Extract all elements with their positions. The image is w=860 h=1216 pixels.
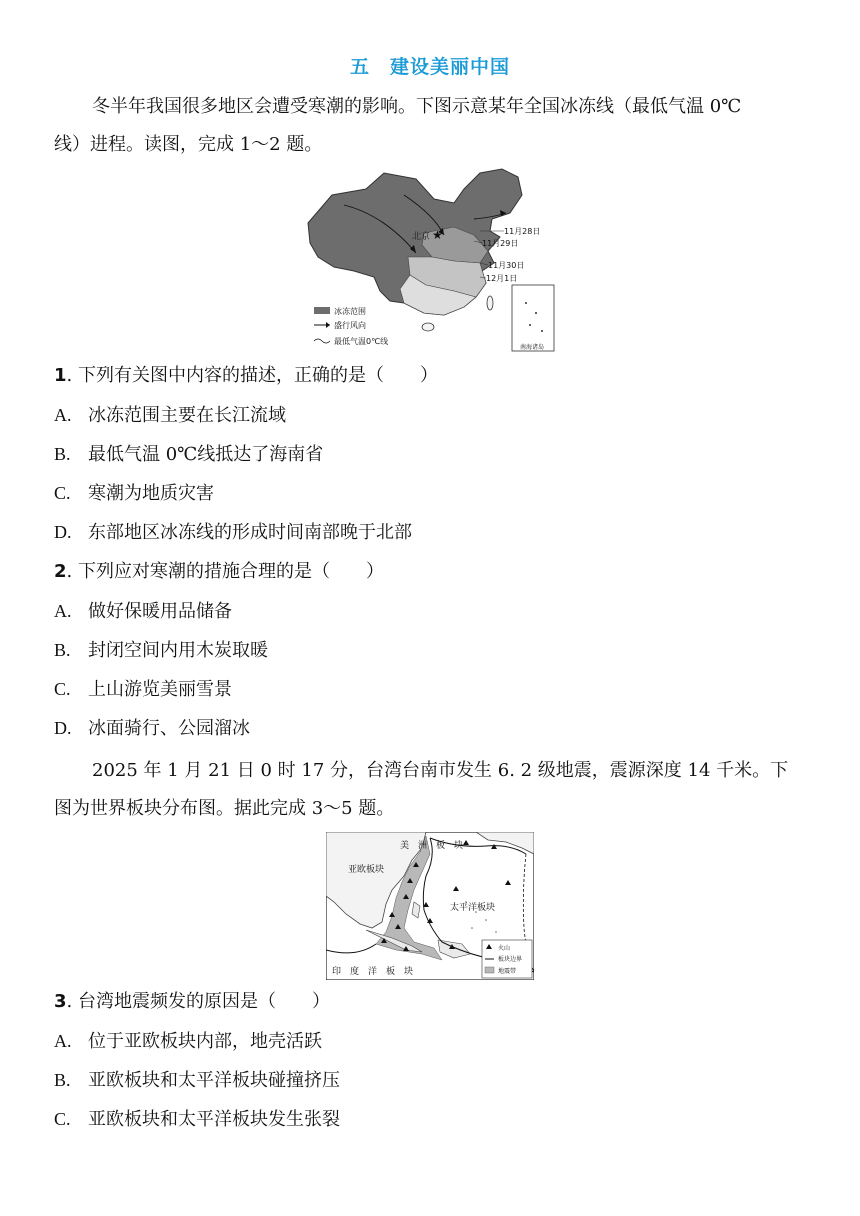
q1-option-a[interactable]: A. 冰冻范围主要在长江流域 <box>54 405 286 426</box>
question-3: 3. 台湾地震频发的原因是（ ） <box>54 991 330 1012</box>
intro-1-line-2: 线）进程。读图，完成 1～2 题。 <box>54 134 323 155</box>
intro-paragraph-2 <box>54 752 814 828</box>
south-sea-inset <box>512 285 554 351</box>
hainan-island <box>422 323 434 331</box>
date-label-2: 11月29日 <box>482 239 519 248</box>
q1-option-b[interactable]: B. 最低气温 0℃线抵达了海南省 <box>54 444 324 465</box>
legend-wind: 盛行风向 <box>334 321 366 330</box>
date-label-4: 12月1日 <box>486 274 518 283</box>
q2-option-c[interactable]: C. 上山游览美丽雪景 <box>54 679 232 700</box>
legend-zero-line: 最低气温0℃线 <box>334 337 389 346</box>
q2-option-d[interactable]: D. 冰面骑行、公园溜冰 <box>54 718 250 739</box>
q2-option-b[interactable]: B. 封闭空间内用木炭取暖 <box>54 640 268 661</box>
intro-2-line-1: 2025 年 1 月 21 日 0 时 17 分，台湾台南市发生 6. 2 级地震，震源深度 14 千米。下 <box>92 760 789 781</box>
label-eurasia: 亚欧板块 <box>348 865 385 875</box>
intro-paragraph-1 <box>54 88 814 164</box>
date-label-1: 11月28日 <box>504 227 541 236</box>
q2-option-a[interactable]: A. 做好保暖用品储备 <box>54 601 232 622</box>
inset-label: 南海诸岛 <box>520 344 545 351</box>
intro-2-line-2: 图为世界板块分布图。据此完成 3～5 题。 <box>54 798 395 819</box>
date-label-3: 11月30日 <box>488 261 525 270</box>
taiwan-island <box>487 296 493 310</box>
legend-boundary: 板块边界 <box>498 956 523 963</box>
plate-map <box>326 832 534 980</box>
legend-frozen: 冰冻范围 <box>334 307 366 316</box>
legend-frozen-swatch <box>314 307 330 314</box>
china-freeze-map <box>304 165 556 355</box>
star-icon: ★ <box>432 228 443 242</box>
q1-option-d[interactable]: D. 东部地区冰冻线的形成时间南部晚于北部 <box>54 522 412 543</box>
q3-option-a[interactable]: A. 位于亚欧板块内部，地壳活跃 <box>54 1031 322 1052</box>
legend-seismic: 地震带 <box>498 968 517 975</box>
capital-label: 北京 <box>412 232 431 242</box>
question-1: 1. 下列有关图中内容的描述，正确的是（ ） <box>54 365 438 386</box>
label-pacific: 太平洋板块 <box>450 903 496 913</box>
q3-option-b[interactable]: B. 亚欧板块和太平洋板块碰撞挤压 <box>54 1070 340 1091</box>
label-america: 美 洲 板 块 <box>400 841 464 851</box>
legend-volcano: 火山 <box>498 945 511 952</box>
intro-1-line-1: 冬半年我国很多地区会遭受寒潮的影响。下图示意某年全国冰冻线（最低气温 0℃ <box>92 96 742 117</box>
q1-option-c[interactable]: C. 寒潮为地质灾害 <box>54 483 214 504</box>
q3-option-c[interactable]: C. 亚欧板块和太平洋板块发生张裂 <box>54 1109 340 1130</box>
label-indian: 印 度 洋 板 块 <box>332 967 414 977</box>
question-2: 2. 下列应对寒潮的措施合理的是（ ） <box>54 561 384 582</box>
section-title: 五 建设美丽中国 <box>349 56 510 78</box>
